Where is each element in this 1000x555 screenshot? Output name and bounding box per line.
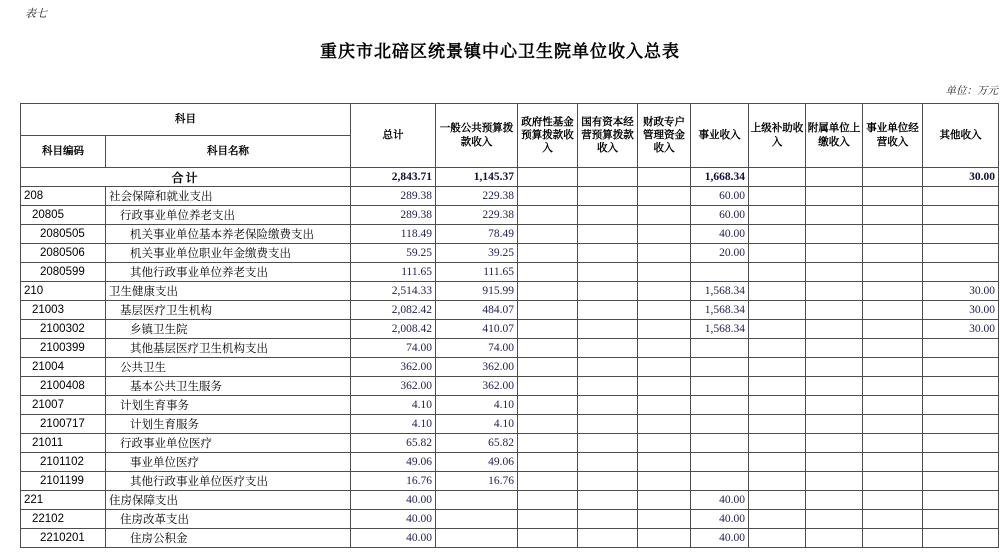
subject-code-cell: 208	[21, 187, 106, 206]
value-cell	[863, 225, 923, 244]
value-cell: 289.38	[351, 206, 436, 225]
value-cell	[923, 510, 999, 529]
value-cell	[518, 282, 578, 301]
value-cell: 30.00	[923, 320, 999, 339]
value-cell: 65.82	[351, 434, 436, 453]
value-cell	[806, 263, 863, 282]
subject-code-cell: 21003	[21, 301, 106, 320]
value-cell: 1,668.34	[691, 168, 749, 187]
value-cell	[749, 453, 806, 472]
value-cell	[749, 510, 806, 529]
value-cell	[518, 491, 578, 510]
value-cell	[638, 320, 691, 339]
table-row	[21, 415, 999, 434]
value-cell	[923, 339, 999, 358]
value-cell	[806, 339, 863, 358]
value-cell: 1,568.34	[691, 320, 749, 339]
value-cell	[749, 472, 806, 491]
value-cell	[863, 206, 923, 225]
value-cell	[518, 415, 578, 434]
value-cell	[923, 472, 999, 491]
value-cell	[923, 453, 999, 472]
value-cell	[518, 339, 578, 358]
value-cell	[806, 187, 863, 206]
value-cell	[749, 358, 806, 377]
subject-name-cell: 住房公积金	[106, 529, 351, 548]
value-cell	[749, 415, 806, 434]
table-row	[21, 529, 999, 548]
value-cell	[578, 358, 638, 377]
value-cell	[863, 244, 923, 263]
value-cell	[691, 396, 749, 415]
value-cell	[806, 396, 863, 415]
value-cell: 40.00	[351, 529, 436, 548]
value-cell	[749, 263, 806, 282]
value-cell	[638, 510, 691, 529]
value-cell	[806, 453, 863, 472]
value-cell	[638, 244, 691, 263]
subject-name-cell: 其他行政事业单位医疗支出	[106, 472, 351, 491]
value-cell	[638, 225, 691, 244]
value-cell: 40.00	[691, 510, 749, 529]
value-cell	[578, 529, 638, 548]
subject-code-cell: 21011	[21, 434, 106, 453]
subject-name-cell: 基本公共卫生服务	[106, 377, 351, 396]
subject-name-cell: 卫生健康支出	[106, 282, 351, 301]
value-cell	[691, 339, 749, 358]
header-row-1	[21, 104, 999, 136]
value-cell	[863, 187, 923, 206]
value-cell	[578, 206, 638, 225]
subject-code-cell: 2100408	[21, 377, 106, 396]
value-cell: 4.10	[436, 415, 518, 434]
value-cell	[806, 320, 863, 339]
value-cell	[638, 472, 691, 491]
subject-code-cell: 2101102	[21, 453, 106, 472]
value-cell	[638, 339, 691, 358]
value-cell: 111.65	[351, 263, 436, 282]
value-cell: 2,843.71	[351, 168, 436, 187]
value-cell	[518, 358, 578, 377]
value-cell	[638, 187, 691, 206]
value-cell	[863, 282, 923, 301]
value-cell	[749, 225, 806, 244]
value-cell: 74.00	[436, 339, 518, 358]
value-cell	[923, 244, 999, 263]
table-row	[21, 377, 999, 396]
value-cell	[578, 320, 638, 339]
value-cell	[518, 244, 578, 263]
value-cell: 118.49	[351, 225, 436, 244]
subject-code-cell: 21007	[21, 396, 106, 415]
value-cell: 60.00	[691, 206, 749, 225]
value-cell	[518, 206, 578, 225]
value-cell	[863, 358, 923, 377]
value-cell	[923, 206, 999, 225]
table-row	[21, 453, 999, 472]
table-row	[21, 282, 999, 301]
value-cell	[578, 472, 638, 491]
value-cell: 410.07	[436, 320, 518, 339]
value-cell	[691, 377, 749, 396]
value-cell: 289.38	[351, 187, 436, 206]
value-cell	[518, 187, 578, 206]
value-cell	[923, 187, 999, 206]
value-cell: 2,514.33	[351, 282, 436, 301]
subject-name-cell: 公共卫生	[106, 358, 351, 377]
value-cell	[806, 282, 863, 301]
value-cell	[749, 339, 806, 358]
value-cell	[863, 415, 923, 434]
header-col-business-income: 事业收入	[691, 104, 749, 168]
value-cell	[806, 491, 863, 510]
value-cell: 1,568.34	[691, 301, 749, 320]
subject-code-cell: 2100717	[21, 415, 106, 434]
value-cell: 1,145.37	[436, 168, 518, 187]
value-cell	[923, 396, 999, 415]
subject-name-cell: 计划生育服务	[106, 415, 351, 434]
value-cell	[863, 453, 923, 472]
value-cell: 4.10	[436, 396, 518, 415]
value-cell	[578, 301, 638, 320]
header-subject-group: 科目	[21, 104, 351, 136]
value-cell	[806, 206, 863, 225]
value-cell	[923, 491, 999, 510]
value-cell	[749, 206, 806, 225]
value-cell: 362.00	[351, 358, 436, 377]
value-cell	[518, 263, 578, 282]
value-cell	[863, 510, 923, 529]
value-cell: 78.49	[436, 225, 518, 244]
subject-name-cell: 行政事业单位养老支出	[106, 206, 351, 225]
value-cell: 362.00	[436, 377, 518, 396]
table-row	[21, 263, 999, 282]
value-cell	[578, 510, 638, 529]
value-cell	[749, 282, 806, 301]
subject-name-cell: 住房改革支出	[106, 510, 351, 529]
header-subject-code: 科目编码	[21, 136, 106, 168]
value-cell	[749, 377, 806, 396]
value-cell	[436, 529, 518, 548]
value-cell	[863, 434, 923, 453]
value-cell	[638, 396, 691, 415]
subject-name-cell: 行政事业单位医疗	[106, 434, 351, 453]
value-cell: 16.76	[436, 472, 518, 491]
value-cell: 16.76	[351, 472, 436, 491]
value-cell	[749, 396, 806, 415]
value-cell	[863, 320, 923, 339]
value-cell: 2,082.42	[351, 301, 436, 320]
value-cell: 362.00	[436, 358, 518, 377]
value-cell	[578, 339, 638, 358]
value-cell	[691, 263, 749, 282]
value-cell	[638, 301, 691, 320]
value-cell: 915.99	[436, 282, 518, 301]
value-cell	[806, 301, 863, 320]
value-cell	[923, 434, 999, 453]
value-cell	[691, 472, 749, 491]
value-cell	[578, 453, 638, 472]
subject-code-cell: 2210201	[21, 529, 106, 548]
value-cell: 40.00	[351, 491, 436, 510]
value-cell	[638, 263, 691, 282]
value-cell	[749, 187, 806, 206]
value-cell	[923, 263, 999, 282]
value-cell	[749, 244, 806, 263]
header-col-general-public-budget: 一般公共预算拨款收入	[436, 104, 518, 168]
subject-code-cell: 2080506	[21, 244, 106, 263]
subject-name-cell: 基层医疗卫生机构	[106, 301, 351, 320]
income-summary-table	[20, 103, 999, 548]
header-col-affiliated-unit-remit: 附属单位上缴收入	[806, 104, 863, 168]
table-row	[21, 244, 999, 263]
subject-code-cell: 2080599	[21, 263, 106, 282]
subject-code-cell: 210	[21, 282, 106, 301]
value-cell: 1,568.34	[691, 282, 749, 301]
subject-code-cell: 2100399	[21, 339, 106, 358]
value-cell	[518, 377, 578, 396]
value-cell	[863, 263, 923, 282]
value-cell	[578, 187, 638, 206]
subject-name-cell: 事业单位医疗	[106, 453, 351, 472]
value-cell	[806, 529, 863, 548]
value-cell	[578, 415, 638, 434]
subject-name-cell: 机关事业单位基本养老保险缴费支出	[106, 225, 351, 244]
subject-name-cell: 住房保障支出	[106, 491, 351, 510]
subject-name-cell: 机关事业单位职业年金缴费支出	[106, 244, 351, 263]
value-cell: 20.00	[691, 244, 749, 263]
header-col-gov-fund-budget: 政府性基金预算拨款收入	[518, 104, 578, 168]
header-col-state-capital-budget: 国有资本经营预算拨款收入	[578, 104, 638, 168]
value-cell	[923, 529, 999, 548]
value-cell	[638, 282, 691, 301]
value-cell: 30.00	[923, 168, 999, 187]
value-cell	[578, 263, 638, 282]
value-cell	[806, 358, 863, 377]
header-col-other-income: 其他收入	[923, 104, 999, 168]
value-cell	[691, 434, 749, 453]
value-cell	[863, 168, 923, 187]
value-cell: 40.00	[691, 529, 749, 548]
table-row	[21, 434, 999, 453]
value-cell	[863, 491, 923, 510]
table-row	[21, 206, 999, 225]
header-col-superior-subsidy: 上级补助收入	[749, 104, 806, 168]
value-cell	[518, 320, 578, 339]
value-cell	[638, 434, 691, 453]
value-cell: 4.10	[351, 415, 436, 434]
table-row	[21, 358, 999, 377]
header-col-total: 总计	[351, 104, 436, 168]
value-cell	[578, 434, 638, 453]
value-cell: 59.25	[351, 244, 436, 263]
value-cell	[806, 510, 863, 529]
value-cell	[923, 358, 999, 377]
value-cell	[436, 491, 518, 510]
subject-name-cell: 其他行政事业单位养老支出	[106, 263, 351, 282]
value-cell	[863, 377, 923, 396]
subject-name-cell: 计划生育事务	[106, 396, 351, 415]
value-cell	[578, 225, 638, 244]
value-cell	[518, 434, 578, 453]
value-cell	[806, 168, 863, 187]
value-cell	[806, 244, 863, 263]
subject-code-cell: 221	[21, 491, 106, 510]
value-cell: 30.00	[923, 282, 999, 301]
value-cell	[806, 434, 863, 453]
value-cell	[578, 377, 638, 396]
value-cell	[578, 396, 638, 415]
value-cell: 229.38	[436, 187, 518, 206]
value-cell	[749, 434, 806, 453]
value-cell	[638, 377, 691, 396]
value-cell	[923, 377, 999, 396]
value-cell: 40.00	[691, 225, 749, 244]
table-row	[21, 472, 999, 491]
value-cell: 362.00	[351, 377, 436, 396]
value-cell	[638, 529, 691, 548]
value-cell: 4.10	[351, 396, 436, 415]
value-cell	[749, 491, 806, 510]
value-cell	[518, 510, 578, 529]
value-cell	[518, 453, 578, 472]
table-body	[21, 168, 999, 548]
value-cell: 60.00	[691, 187, 749, 206]
header-subject-name: 科目名称	[106, 136, 351, 168]
value-cell: 484.07	[436, 301, 518, 320]
value-cell	[749, 529, 806, 548]
value-cell	[923, 225, 999, 244]
value-cell	[806, 415, 863, 434]
value-cell	[518, 472, 578, 491]
value-cell: 74.00	[351, 339, 436, 358]
header-col-operating-income: 事业单位经营收入	[863, 104, 923, 168]
value-cell	[863, 396, 923, 415]
value-cell	[806, 225, 863, 244]
value-cell	[691, 358, 749, 377]
value-cell	[518, 529, 578, 548]
value-cell	[749, 301, 806, 320]
table-row	[21, 301, 999, 320]
page-title: 重庆市北碚区统景镇中心卫生院单位收入总表	[320, 42, 680, 61]
subject-code-cell: 2100302	[21, 320, 106, 339]
table-number-label: 表七	[25, 8, 47, 20]
header-col-fiscal-account-funds: 财政专户管理资金收入	[638, 104, 691, 168]
value-cell	[806, 472, 863, 491]
value-cell: 30.00	[923, 301, 999, 320]
value-cell	[638, 168, 691, 187]
value-cell	[518, 301, 578, 320]
value-cell	[638, 358, 691, 377]
value-cell: 111.65	[436, 263, 518, 282]
table-row	[21, 339, 999, 358]
value-cell: 49.06	[351, 453, 436, 472]
value-cell	[863, 301, 923, 320]
value-cell: 40.00	[691, 491, 749, 510]
value-cell	[578, 491, 638, 510]
subject-code-cell: 21004	[21, 358, 106, 377]
value-cell	[806, 377, 863, 396]
value-cell	[518, 396, 578, 415]
value-cell	[863, 472, 923, 491]
value-cell	[638, 415, 691, 434]
value-cell	[578, 244, 638, 263]
total-row	[21, 168, 999, 187]
value-cell	[638, 206, 691, 225]
value-cell	[749, 320, 806, 339]
unit-note: 单位：万元	[945, 86, 998, 97]
subject-code-cell: 2101199	[21, 472, 106, 491]
value-cell	[691, 453, 749, 472]
value-cell	[638, 491, 691, 510]
table-row	[21, 187, 999, 206]
subject-code-cell: 22102	[21, 510, 106, 529]
value-cell: 65.82	[436, 434, 518, 453]
value-cell	[638, 453, 691, 472]
value-cell	[691, 415, 749, 434]
value-cell	[863, 339, 923, 358]
value-cell	[863, 529, 923, 548]
table-row	[21, 491, 999, 510]
value-cell	[518, 225, 578, 244]
subject-name-cell: 社会保障和就业支出	[106, 187, 351, 206]
value-cell: 39.25	[436, 244, 518, 263]
value-cell	[436, 510, 518, 529]
value-cell	[578, 168, 638, 187]
value-cell: 2,008.42	[351, 320, 436, 339]
value-cell	[749, 168, 806, 187]
total-row-label: 合计	[21, 168, 351, 187]
value-cell	[578, 282, 638, 301]
table-row	[21, 320, 999, 339]
value-cell: 49.06	[436, 453, 518, 472]
table-row	[21, 396, 999, 415]
subject-code-cell: 20805	[21, 206, 106, 225]
value-cell	[518, 168, 578, 187]
subject-name-cell: 乡镇卫生院	[106, 320, 351, 339]
subject-name-cell: 其他基层医疗卫生机构支出	[106, 339, 351, 358]
subject-code-cell: 2080505	[21, 225, 106, 244]
value-cell: 229.38	[436, 206, 518, 225]
table-row	[21, 225, 999, 244]
table-row	[21, 510, 999, 529]
value-cell	[923, 415, 999, 434]
value-cell: 40.00	[351, 510, 436, 529]
